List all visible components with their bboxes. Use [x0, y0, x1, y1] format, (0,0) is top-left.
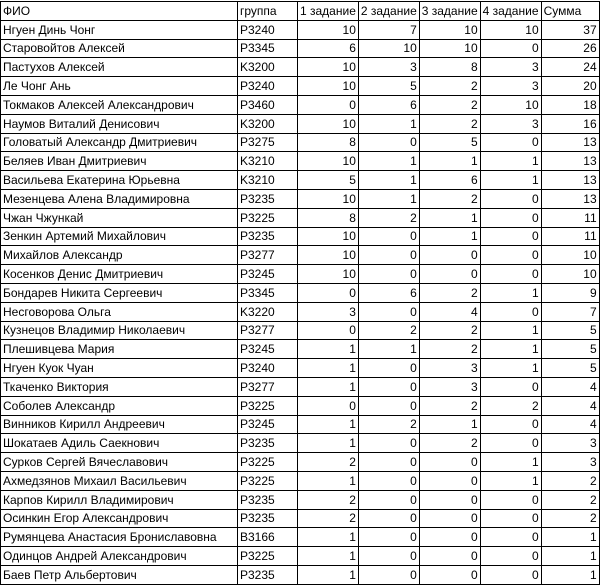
cell-task-2: 1 [358, 152, 419, 171]
cell-task-4: 1 [480, 152, 541, 171]
cell-fio: Головатый Александр Дмитриевич [1, 133, 238, 152]
cell-task-1: 0 [298, 396, 359, 415]
table-row [1, 171, 600, 190]
cell-task-2: 6 [358, 283, 419, 302]
cell-fio: Шокатаев Адиль Саекнович [1, 434, 238, 453]
cell-fio: Ткаченко Виктория [1, 377, 238, 396]
cell-sum: 1 [541, 547, 599, 566]
cell-task-1: 0 [298, 321, 359, 340]
cell-task-4: 3 [480, 77, 541, 96]
cell-sum: 20 [541, 77, 599, 96]
cell-task-3: 3 [419, 377, 480, 396]
cell-group: P3235 [238, 490, 298, 509]
cell-task-3: 1 [419, 415, 480, 434]
cell-task-3: 0 [419, 547, 480, 566]
cell-sum: 2 [541, 471, 599, 490]
cell-task-1: 1 [298, 547, 359, 566]
cell-task-4: 0 [480, 302, 541, 321]
cell-task-2: 5 [358, 77, 419, 96]
cell-fio: Васильева Екатерина Юрьевна [1, 171, 238, 190]
cell-group: P3240 [238, 359, 298, 378]
cell-task-2: 0 [358, 377, 419, 396]
cell-fio: Пастухов Алексей [1, 58, 238, 77]
cell-task-1: 0 [298, 283, 359, 302]
cell-fio: Соболев Александр [1, 396, 238, 415]
cell-task-1: 2 [298, 509, 359, 528]
cell-fio: Бондарев Никита Сергеевич [1, 283, 238, 302]
cell-task-3: 1 [419, 227, 480, 246]
cell-task-4: 0 [480, 208, 541, 227]
cell-sum: 1 [541, 528, 599, 547]
cell-sum: 5 [541, 359, 599, 378]
cell-fio: Нгуен Динь Чонг [1, 20, 238, 39]
cell-task-4: 10 [480, 95, 541, 114]
cell-task-4: 0 [480, 39, 541, 58]
cell-task-3: 10 [419, 39, 480, 58]
cell-task-1: 10 [298, 114, 359, 133]
cell-task-1: 8 [298, 133, 359, 152]
cell-task-2: 10 [358, 39, 419, 58]
cell-task-4: 0 [480, 265, 541, 284]
cell-task-4: 0 [480, 377, 541, 396]
cell-group: P3235 [238, 509, 298, 528]
cell-task-1: 1 [298, 415, 359, 434]
cell-task-3: 0 [419, 528, 480, 547]
cell-task-3: 1 [419, 152, 480, 171]
cell-task-2: 0 [358, 471, 419, 490]
table-row [1, 547, 600, 566]
cell-group: P3225 [238, 547, 298, 566]
cell-sum: 26 [541, 39, 599, 58]
cell-group: P3240 [238, 20, 298, 39]
results-table [0, 1, 600, 585]
table-body [1, 20, 600, 584]
cell-task-2: 6 [358, 95, 419, 114]
cell-task-3: 2 [419, 434, 480, 453]
cell-task-3: 10 [419, 20, 480, 39]
cell-group: P3345 [238, 39, 298, 58]
header-fio: ФИО [1, 2, 238, 21]
cell-task-3: 2 [419, 114, 480, 133]
cell-task-4: 1 [480, 471, 541, 490]
cell-fio: Нгуен Куок Чуан [1, 359, 238, 378]
header-row [1, 2, 600, 21]
cell-task-1: 8 [298, 208, 359, 227]
cell-task-1: 5 [298, 171, 359, 190]
cell-group: P3245 [238, 340, 298, 359]
cell-task-2: 2 [358, 321, 419, 340]
table-row [1, 453, 600, 472]
table-row [1, 283, 600, 302]
cell-task-2: 0 [358, 490, 419, 509]
cell-group: P3235 [238, 227, 298, 246]
cell-task-4: 0 [480, 434, 541, 453]
cell-group: P3277 [238, 246, 298, 265]
cell-task-3: 5 [419, 133, 480, 152]
cell-fio: Ле Чонг Ань [1, 77, 238, 96]
cell-fio: Наумов Виталий Денисович [1, 114, 238, 133]
cell-fio: Сурков Сергей Вячеславович [1, 453, 238, 472]
cell-task-3: 2 [419, 283, 480, 302]
cell-task-1: 1 [298, 434, 359, 453]
cell-fio: Несговорова Ольга [1, 302, 238, 321]
cell-task-4: 0 [480, 509, 541, 528]
cell-task-4: 3 [480, 114, 541, 133]
cell-task-4: 1 [480, 340, 541, 359]
cell-sum: 16 [541, 114, 599, 133]
table-row [1, 396, 600, 415]
cell-task-3: 0 [419, 471, 480, 490]
cell-task-2: 0 [358, 227, 419, 246]
cell-sum: 4 [541, 415, 599, 434]
cell-group: P3277 [238, 377, 298, 396]
cell-task-4: 0 [480, 490, 541, 509]
cell-task-2: 0 [358, 359, 419, 378]
cell-task-4: 0 [480, 227, 541, 246]
cell-sum: 11 [541, 208, 599, 227]
table-row [1, 114, 600, 133]
cell-task-1: 1 [298, 359, 359, 378]
cell-task-1: 0 [298, 95, 359, 114]
cell-group: P3235 [238, 189, 298, 208]
cell-task-3: 0 [419, 246, 480, 265]
cell-task-3: 4 [419, 302, 480, 321]
cell-group: P3460 [238, 95, 298, 114]
cell-task-4: 2 [480, 396, 541, 415]
cell-task-1: 10 [298, 246, 359, 265]
table-row [1, 39, 600, 58]
header-group: группа [238, 2, 298, 21]
cell-group: P3275 [238, 133, 298, 152]
cell-sum: 37 [541, 20, 599, 39]
cell-task-1: 1 [298, 340, 359, 359]
cell-sum: 5 [541, 321, 599, 340]
cell-task-3: 0 [419, 265, 480, 284]
cell-task-3: 2 [419, 77, 480, 96]
table-row [1, 415, 600, 434]
header-task-1: 1 задание [298, 2, 359, 21]
cell-task-2: 2 [358, 208, 419, 227]
cell-task-3: 6 [419, 171, 480, 190]
cell-task-1: 10 [298, 20, 359, 39]
cell-task-1: 6 [298, 39, 359, 58]
cell-task-2: 0 [358, 302, 419, 321]
cell-fio: Ахмедзянов Михаил Васильевич [1, 471, 238, 490]
cell-task-3: 0 [419, 490, 480, 509]
cell-task-1: 1 [298, 528, 359, 547]
cell-fio: Чжан Чжункай [1, 208, 238, 227]
cell-sum: 13 [541, 171, 599, 190]
cell-group: P3245 [238, 265, 298, 284]
cell-sum: 5 [541, 340, 599, 359]
cell-task-3: 0 [419, 453, 480, 472]
table-row [1, 77, 600, 96]
cell-group: B3166 [238, 528, 298, 547]
cell-task-4: 3 [480, 58, 541, 77]
cell-group: P3225 [238, 396, 298, 415]
cell-sum: 2 [541, 509, 599, 528]
cell-task-2: 0 [358, 396, 419, 415]
cell-group: K3220 [238, 302, 298, 321]
cell-task-4: 1 [480, 359, 541, 378]
table-row [1, 302, 600, 321]
cell-task-2: 0 [358, 453, 419, 472]
table-row [1, 471, 600, 490]
cell-group: K3200 [238, 58, 298, 77]
cell-task-3: 8 [419, 58, 480, 77]
cell-task-2: 1 [358, 189, 419, 208]
cell-group: K3210 [238, 152, 298, 171]
header-sum: Сумма [541, 2, 599, 21]
cell-task-4: 1 [480, 453, 541, 472]
cell-task-2: 0 [358, 509, 419, 528]
cell-task-2: 3 [358, 58, 419, 77]
cell-task-3: 0 [419, 509, 480, 528]
cell-group: P3235 [238, 565, 298, 584]
cell-task-3: 1 [419, 208, 480, 227]
table-row [1, 490, 600, 509]
cell-group: K3210 [238, 171, 298, 190]
table-row [1, 227, 600, 246]
table-row [1, 246, 600, 265]
cell-fio: Винников Кирилл Андреевич [1, 415, 238, 434]
cell-sum: 10 [541, 265, 599, 284]
cell-fio: Кузнецов Владимир Николаевич [1, 321, 238, 340]
table-row [1, 95, 600, 114]
cell-task-3: 3 [419, 359, 480, 378]
cell-sum: 4 [541, 396, 599, 415]
cell-sum: 2 [541, 490, 599, 509]
cell-task-4: 0 [480, 547, 541, 566]
cell-fio: Зенкин Артемий Михайлович [1, 227, 238, 246]
cell-task-4: 0 [480, 565, 541, 584]
cell-task-4: 0 [480, 528, 541, 547]
cell-sum: 3 [541, 434, 599, 453]
cell-task-4: 1 [480, 283, 541, 302]
cell-group: P3225 [238, 208, 298, 227]
cell-task-1: 3 [298, 302, 359, 321]
table-row [1, 265, 600, 284]
header-task-3: 3 задание [419, 2, 480, 21]
cell-task-1: 1 [298, 377, 359, 396]
cell-group: P3245 [238, 415, 298, 434]
cell-task-2: 0 [358, 565, 419, 584]
cell-fio: Косенков Денис Дмитриевич [1, 265, 238, 284]
cell-task-3: 2 [419, 321, 480, 340]
cell-task-1: 2 [298, 490, 359, 509]
cell-group: P3235 [238, 434, 298, 453]
cell-task-4: 10 [480, 20, 541, 39]
cell-fio: Михайлов Александр [1, 246, 238, 265]
cell-task-3: 2 [419, 340, 480, 359]
cell-sum: 13 [541, 152, 599, 171]
cell-task-3: 2 [419, 396, 480, 415]
cell-task-4: 1 [480, 171, 541, 190]
cell-fio: Беляев Иван Дмитриевич [1, 152, 238, 171]
cell-fio: Плешивцева Мария [1, 340, 238, 359]
cell-task-1: 10 [298, 152, 359, 171]
cell-fio: Одинцов Андрей Александрович [1, 547, 238, 566]
cell-sum: 7 [541, 302, 599, 321]
cell-task-4: 0 [480, 189, 541, 208]
table-row [1, 509, 600, 528]
cell-task-1: 2 [298, 453, 359, 472]
table-row [1, 528, 600, 547]
cell-group: P3240 [238, 77, 298, 96]
table-row [1, 133, 600, 152]
cell-sum: 1 [541, 565, 599, 584]
cell-fio: Баев Петр Альбертович [1, 565, 238, 584]
cell-sum: 24 [541, 58, 599, 77]
table-row [1, 565, 600, 584]
cell-task-2: 0 [358, 133, 419, 152]
header-task-2: 2 задание [358, 2, 419, 21]
header-task-4: 4 задание [480, 2, 541, 21]
cell-sum: 4 [541, 377, 599, 396]
cell-task-1: 10 [298, 58, 359, 77]
cell-fio: Токмаков Алексей Александрович [1, 95, 238, 114]
cell-sum: 3 [541, 453, 599, 472]
table-row [1, 434, 600, 453]
cell-task-2: 0 [358, 434, 419, 453]
cell-task-3: 2 [419, 189, 480, 208]
cell-sum: 11 [541, 227, 599, 246]
cell-group: P3225 [238, 471, 298, 490]
table-row [1, 321, 600, 340]
cell-task-1: 1 [298, 565, 359, 584]
cell-task-4: 0 [480, 415, 541, 434]
table-row [1, 58, 600, 77]
table-row [1, 189, 600, 208]
cell-task-4: 0 [480, 246, 541, 265]
cell-fio: Мезенцева Алена Владимировна [1, 189, 238, 208]
cell-task-3: 2 [419, 95, 480, 114]
cell-task-2: 2 [358, 415, 419, 434]
cell-task-1: 10 [298, 227, 359, 246]
cell-fio: Румянцева Анастасия Брониславовна [1, 528, 238, 547]
cell-sum: 13 [541, 133, 599, 152]
cell-task-4: 1 [480, 321, 541, 340]
table-row [1, 152, 600, 171]
cell-sum: 9 [541, 283, 599, 302]
table-row [1, 340, 600, 359]
cell-sum: 10 [541, 246, 599, 265]
table-row [1, 20, 600, 39]
cell-task-2: 1 [358, 340, 419, 359]
cell-task-2: 0 [358, 246, 419, 265]
table-row [1, 208, 600, 227]
cell-task-3: 0 [419, 565, 480, 584]
cell-fio: Старовойтов Алексей [1, 39, 238, 58]
cell-task-2: 1 [358, 171, 419, 190]
cell-group: K3200 [238, 114, 298, 133]
cell-sum: 18 [541, 95, 599, 114]
table-row [1, 359, 600, 378]
cell-task-1: 10 [298, 265, 359, 284]
cell-sum: 13 [541, 189, 599, 208]
cell-group: P3277 [238, 321, 298, 340]
cell-group: P3345 [238, 283, 298, 302]
cell-task-2: 0 [358, 265, 419, 284]
cell-task-2: 0 [358, 528, 419, 547]
cell-task-2: 1 [358, 114, 419, 133]
cell-group: P3225 [238, 453, 298, 472]
cell-task-1: 10 [298, 189, 359, 208]
cell-fio: Карпов Кирилл Владимирович [1, 490, 238, 509]
cell-fio: Осинкин Егор Александрович [1, 509, 238, 528]
cell-task-2: 0 [358, 547, 419, 566]
table-row [1, 377, 600, 396]
cell-task-4: 0 [480, 133, 541, 152]
cell-task-1: 10 [298, 77, 359, 96]
cell-task-1: 1 [298, 471, 359, 490]
cell-task-2: 7 [358, 20, 419, 39]
